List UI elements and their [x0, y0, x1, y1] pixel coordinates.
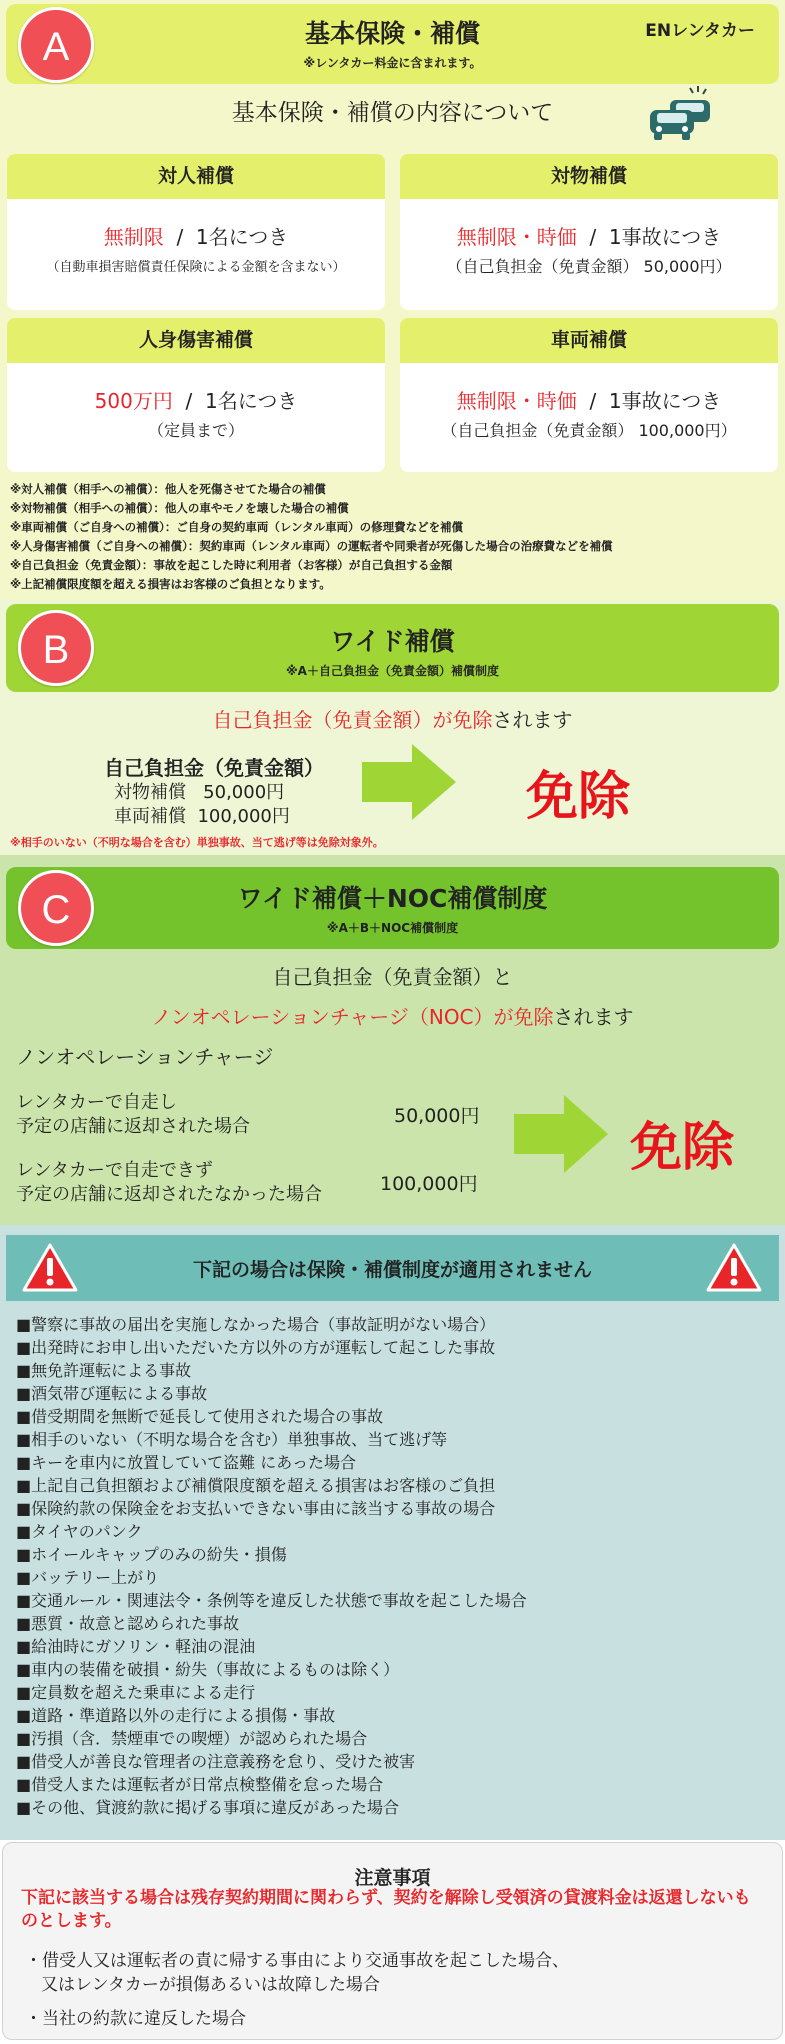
section-exclusions: [0, 1225, 785, 1840]
section-b-title: ワイド補償: [330, 627, 455, 656]
section-b-summary: 自己負担金（免責金額）が免除されます: [212, 708, 573, 732]
limit-note: （自動車損害賠償責任保険による金額を含まない）: [46, 260, 346, 275]
section-a-header: [6, 4, 779, 84]
list-item: ■交通ルール・関連法令・条例等を違反した状態で事故を起こした場合: [16, 1591, 527, 1610]
section-b-badge: B: [18, 610, 94, 686]
list-item: ■道路・準道路以外の走行による損傷・事故: [16, 1706, 336, 1725]
notice-item: ・当社の約款に違反した場合: [25, 2009, 246, 2029]
box-title: 車両補償: [400, 318, 778, 363]
box-personal-injury: [7, 318, 385, 472]
limit-note: （自己負担金（免責金額） 50,000円）: [446, 257, 732, 276]
list-item: ■ホイールキャップのみの紛失・損傷: [16, 1545, 287, 1564]
section-basic-insurance: [0, 0, 785, 600]
notices-title: 注意事項: [354, 1867, 431, 1889]
section-a-subtitle: ※レンタカー料金に含まれます。: [303, 56, 482, 70]
arrow-right-icon: [362, 744, 456, 820]
limit-unit: / 1名につき: [163, 225, 289, 249]
limit-note: （定員まで）: [147, 421, 244, 440]
noc-amount: 50,000円: [394, 1105, 480, 1127]
note-item: ※対人補償（相手への補償）：他人を死傷させてた場合の補償: [10, 482, 326, 496]
section-c-header: [6, 867, 779, 949]
box-title: 人身傷害補償: [7, 318, 385, 363]
deductible-detail: [104, 752, 324, 829]
exclusions-list: [16, 1313, 527, 1819]
limit-note: （自己負担金（免責金額） 100,000円）: [441, 421, 737, 440]
section-notices: [2, 1842, 783, 2040]
exclusions-header: [6, 1235, 779, 1301]
list-item: ■相手のいない（不明な場合を含む）単独事故、当て逃げ等: [16, 1430, 448, 1449]
exempt-label: 免除: [526, 767, 631, 827]
warning-icon: [706, 1243, 762, 1293]
noc-row: レンタカーで自走し 予定の店舗に返却された場合: [16, 1092, 250, 1137]
brand-name: ENレンタカー: [645, 21, 755, 41]
list-item: ■無免許運転による事故: [16, 1361, 192, 1380]
list-item: ■出発時にお申し出いただいた方以外の方が運転して起こした事故: [16, 1338, 496, 1357]
arrow-right-icon: [514, 1095, 608, 1173]
list-item: ■タイヤのパンク: [16, 1522, 143, 1541]
note-item: ※車両補償（ご自身への補償）：ご自身の契約車両（レンタル車両）の修理費などを補償: [10, 520, 464, 534]
box-property-damage: [400, 154, 778, 310]
section-a-heading: 基本保険・補償の内容について: [231, 100, 554, 126]
list-item: ■上記自己負担額および補償限度額を超える損害はお客様のご負担: [16, 1476, 496, 1495]
list-item: ■保険約款の保険金をお支払いできない事由に該当する事故の場合: [16, 1499, 496, 1518]
list-item: ■定員数を超えた乗車による走行: [16, 1683, 256, 1702]
list-item: ■キーを車内に放置していて盗難 にあった場合: [16, 1453, 357, 1472]
note-item: ※自己負担金（免責金額）：事故を起こした時に利用者（お客様）が自己負担する金額: [10, 558, 453, 572]
deductible-row: 対物補償 50,000円: [114, 782, 285, 803]
note-item: ※人身傷害補償（ご自身への補償）：契約車両（レンタル車両）の運転者や同乗者が死傷した場合の治療費などを補償: [10, 539, 613, 553]
list-item: ■車内の装備を破損・紛失（事故によるものは除く）: [16, 1660, 400, 1679]
limit-value: 無制限・時価: [456, 389, 577, 413]
limit-value: 無制限・時価: [456, 225, 577, 249]
exempt-label: 免除: [630, 1118, 735, 1178]
notices-warning: 下記に該当する場合は残存契約期間に関わらず、契約を解除し受領済の貸渡料金は返還しないものとします。: [21, 1888, 751, 1931]
box-title: 対物補償: [400, 154, 778, 199]
section-a-title: 基本保険・補償: [304, 19, 480, 48]
section-c-line2: ノンオペレーションチャージ（NOC）が免除されます: [151, 1005, 634, 1029]
list-item: ■酒気帯び運転による事故: [16, 1384, 208, 1403]
limit-unit: / 1名につき: [172, 389, 298, 413]
list-item: ■警察に事故の届出を実施しなかった場合（事故証明がない場合）: [16, 1315, 496, 1334]
box-title: 対人補償: [7, 154, 385, 199]
section-c-subtitle: ※A＋B＋NOC補償制度: [326, 921, 459, 935]
limit-value: 500万円: [94, 389, 173, 413]
limit-unit: / 1事故につき: [576, 225, 722, 249]
list-item: ■悪質・故意と認められた事故: [16, 1614, 240, 1633]
section-a-notes: [10, 480, 613, 594]
deductible-row: 車両補償 100,000円: [114, 806, 290, 827]
list-item: ■借受人または運転者が日常点検整備を怠った場合: [16, 1775, 384, 1794]
section-b-note: ※相手のいない（不明な場合を含む）単独事故、当て逃げ等は免除対象外。: [10, 836, 384, 849]
noc-heading: ノンオペレーションチャージ: [16, 1045, 274, 1069]
list-item: ■汚損（含．禁煙車での喫煙）が認められた場合: [16, 1729, 368, 1748]
list-item: ■バッテリー上がり: [16, 1568, 160, 1587]
section-c-title: ワイド補償＋NOC補償制度: [237, 884, 548, 913]
section-wide-coverage: [0, 600, 785, 855]
list-item: ■借受期間を無断で延長して使用された場合の事故: [16, 1407, 384, 1426]
box-vehicle-damage: [400, 318, 778, 472]
section-b-header: [6, 604, 779, 692]
list-item: ■その他、貸渡約款に掲げる事項に違反があった場合: [16, 1798, 399, 1817]
notice-item: ・借受人又は運転者の責に帰する事由により交通事故を起こした場合、 又はレンタカーが損傷あるいは故障した場合: [25, 1951, 569, 1995]
section-b-subtitle: ※A＋自己負担金（免責金額）補償制度: [286, 664, 499, 678]
section-a-badge: A: [18, 7, 94, 83]
limit-unit: / 1事故につき: [576, 389, 722, 413]
section-wide-noc-coverage: [0, 855, 785, 1225]
note-item: ※上記補償限度額を超える損害はお客様のご負担となります。: [10, 577, 331, 591]
exclusions-title: 下記の場合は保険・補償制度が適用されません: [192, 1259, 592, 1281]
limit-value: 無制限: [103, 225, 164, 249]
list-item: ■借受人が善良な管理者の注意義務を怠り、受けた被害: [16, 1752, 416, 1771]
list-item: ■給油時にガソリン・軽油の混油: [16, 1637, 256, 1656]
car-collision-icon: [648, 86, 714, 142]
box-bodily-injury: [7, 154, 385, 310]
section-c-badge: C: [18, 870, 94, 946]
deductible-title: 自己負担金（免責金額）: [104, 756, 324, 780]
noc-row: レンタカーで自走できず 予定の店舗に返却されたなかった場合: [16, 1160, 322, 1205]
note-item: ※対物補償（相手への補償）：他人の車やモノを壊した場合の補償: [10, 501, 349, 515]
noc-amount: 100,000円: [380, 1173, 478, 1195]
section-c-line1: 自己負担金（免責金額）と: [272, 965, 513, 989]
